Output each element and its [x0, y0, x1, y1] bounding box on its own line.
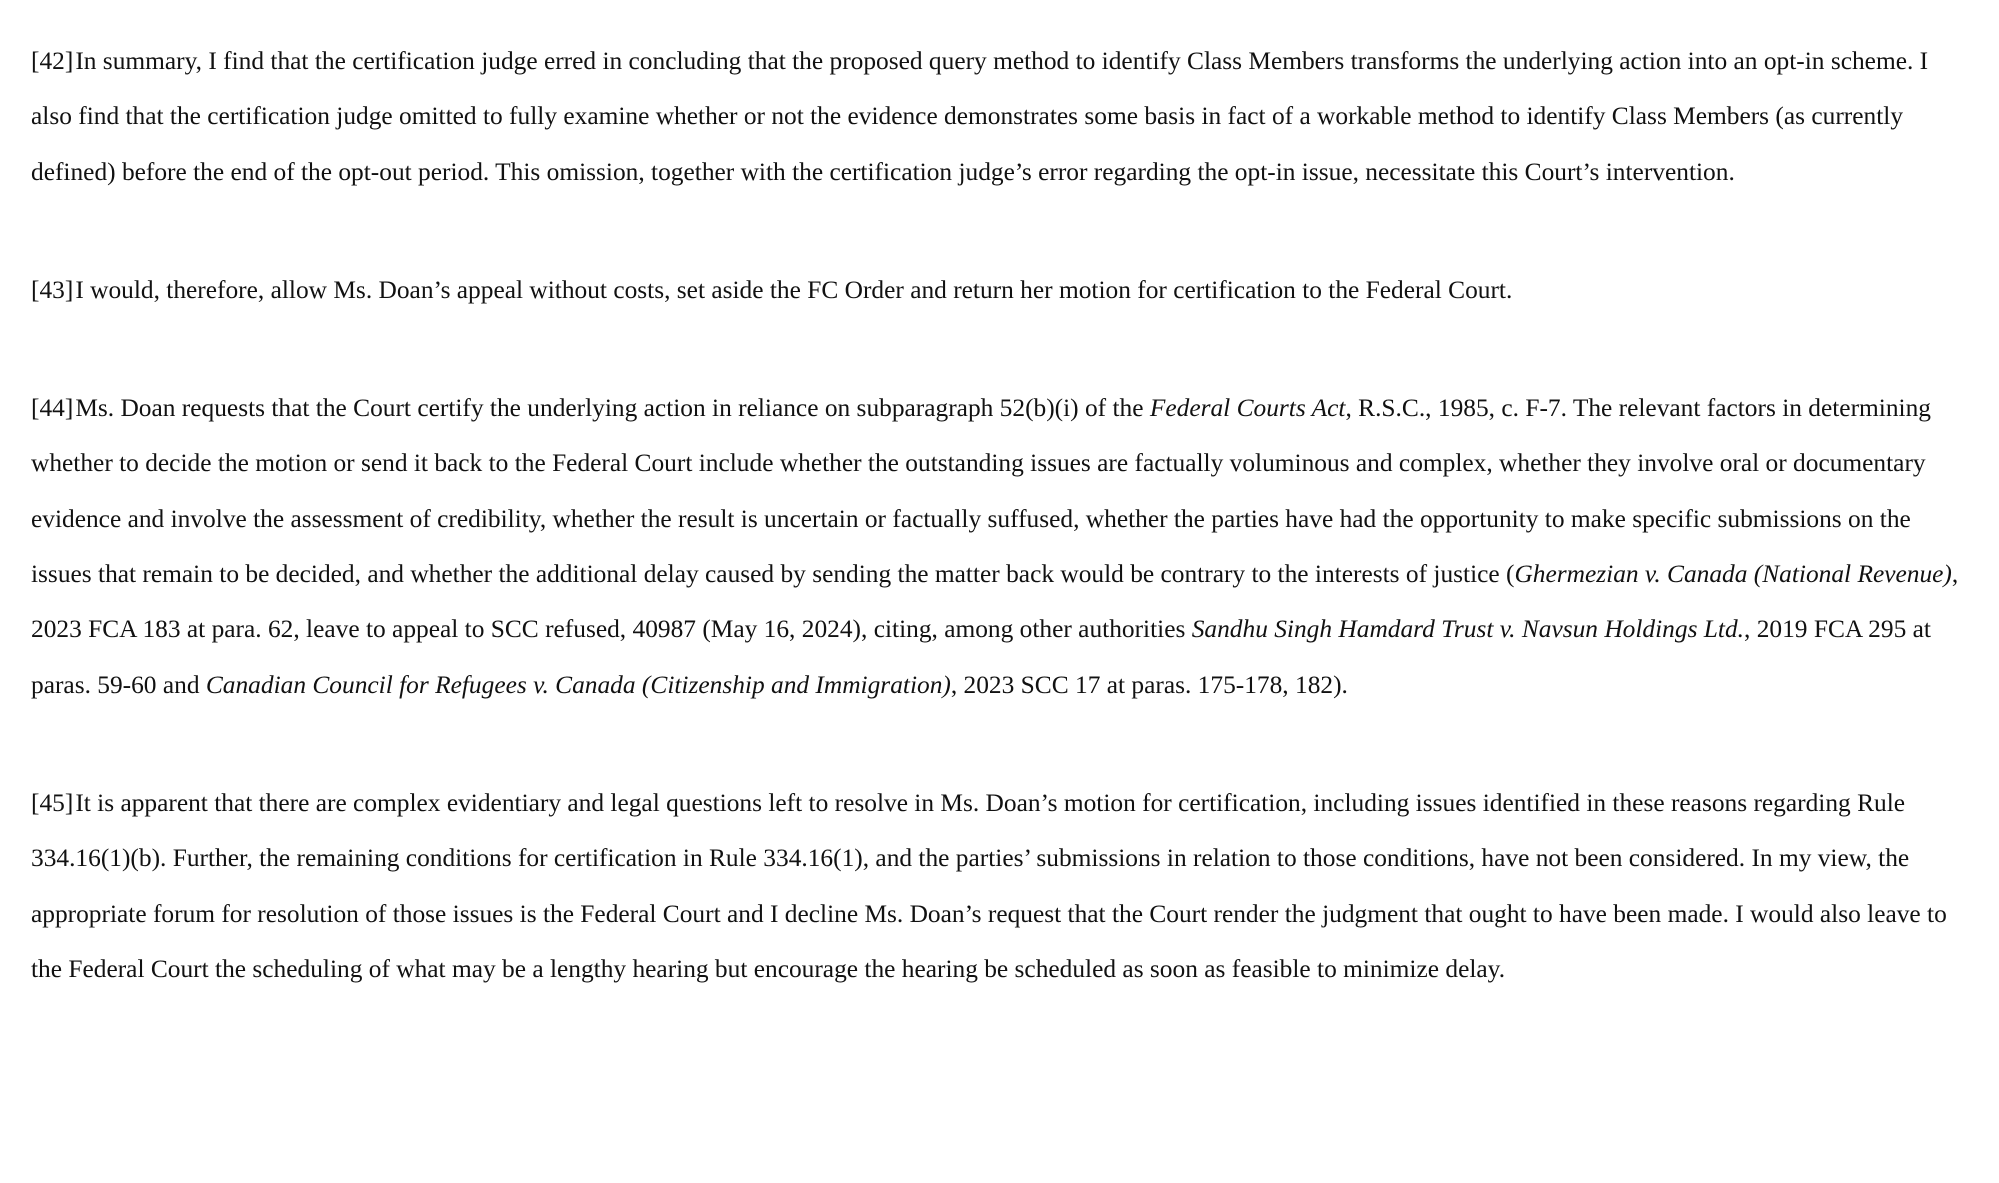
statute-citation: Federal Courts Act [1149, 394, 1346, 423]
case-citation: Ghermezian v. Canada (National Revenue) [1514, 560, 1952, 589]
paragraph-text: , 2023 SCC 17 at paras. 175-178, 182). [950, 670, 1348, 699]
paragraph-text: , 2019 FCA 295 at paras. 59-60 and [31, 615, 1931, 699]
case-citation: Canadian Council for Refugees v. Canada (Citizenship and Immigration) [205, 670, 951, 699]
paragraph-text: Ms. Doan requests that the Court certify the underlying action in reliance on subparagraph 52(b)(i) of the [75, 394, 1150, 423]
paragraph-number: [45] [31, 788, 74, 817]
paragraph-text: In summary, I find that the certification judge erred in concluding that the proposed query method to identify Class Members transforms the underlying action into an opt-in scheme. I also find that the certification judge omitted to fully examine whether or not the evidence demonstrates some basis in fact of a workable method to identify Class Members (as currently defined) before the end of the opt-out period. This omission, together with the certification judge’s error regarding the opt-in issue, necessitate this Court’s intervention. [31, 47, 1929, 186]
paragraph-45 [31, 776, 1971, 997]
paragraph-42 [31, 34, 1971, 200]
case-citation: Sandhu Singh Hamdard Trust v. Navsun Holdings Ltd. [1191, 615, 1745, 644]
paragraph-43 [31, 263, 1971, 318]
paragraph-number: [44] [31, 394, 74, 423]
paragraph-text: , R.S.C., 1985, c. F-7. The relevant factors in determining whether to decide the motion or send it back to the Federal Court include whether the outstanding issues are factually voluminous and complex, whether they involve oral or documentary evidence and involve the assessment of credibility, whether the result is uncertain or factually suffused, whether the parties have had the opportunity to make specific submissions on the issues that remain to be decided, and whether the additional delay caused by sending the matter back would be contrary to the interests of justice ( [31, 394, 1931, 589]
paragraph-text: It is apparent that there are complex evidentiary and legal questions left to resolve in Ms. Doan’s motion for certification, including issues identified in these reasons regarding Rule 334.16(1)(b). Further, the remaining conditions for certification in Rule 334.16(1), and the parties’ submissions in relation to those conditions, have not been considered. In my view, the appropriate forum for resolution of those issues is the Federal Court and I decline Ms. Doan’s request that the Court render the judgment that ought to have been made. I would also leave to the Federal Court the scheduling of what may be a lengthy hearing but encourage the hearing be scheduled as soon as feasible to minimize delay. [31, 788, 1947, 983]
judgment-document [31, 34, 1971, 1060]
paragraph-number: [43] [31, 275, 74, 304]
paragraph-number: [42] [31, 47, 74, 75]
paragraph-44 [31, 381, 1971, 713]
paragraph-text: I would, therefore, allow Ms. Doan’s appeal without costs, set aside the FC Order and return her motion for certification to the Federal Court. [75, 275, 1513, 304]
paragraph-text: , 2023 FCA 183 at para. 62, leave to appeal to SCC refused, 40987 (May 16, 2024), citing, among other authorities [31, 560, 1959, 644]
